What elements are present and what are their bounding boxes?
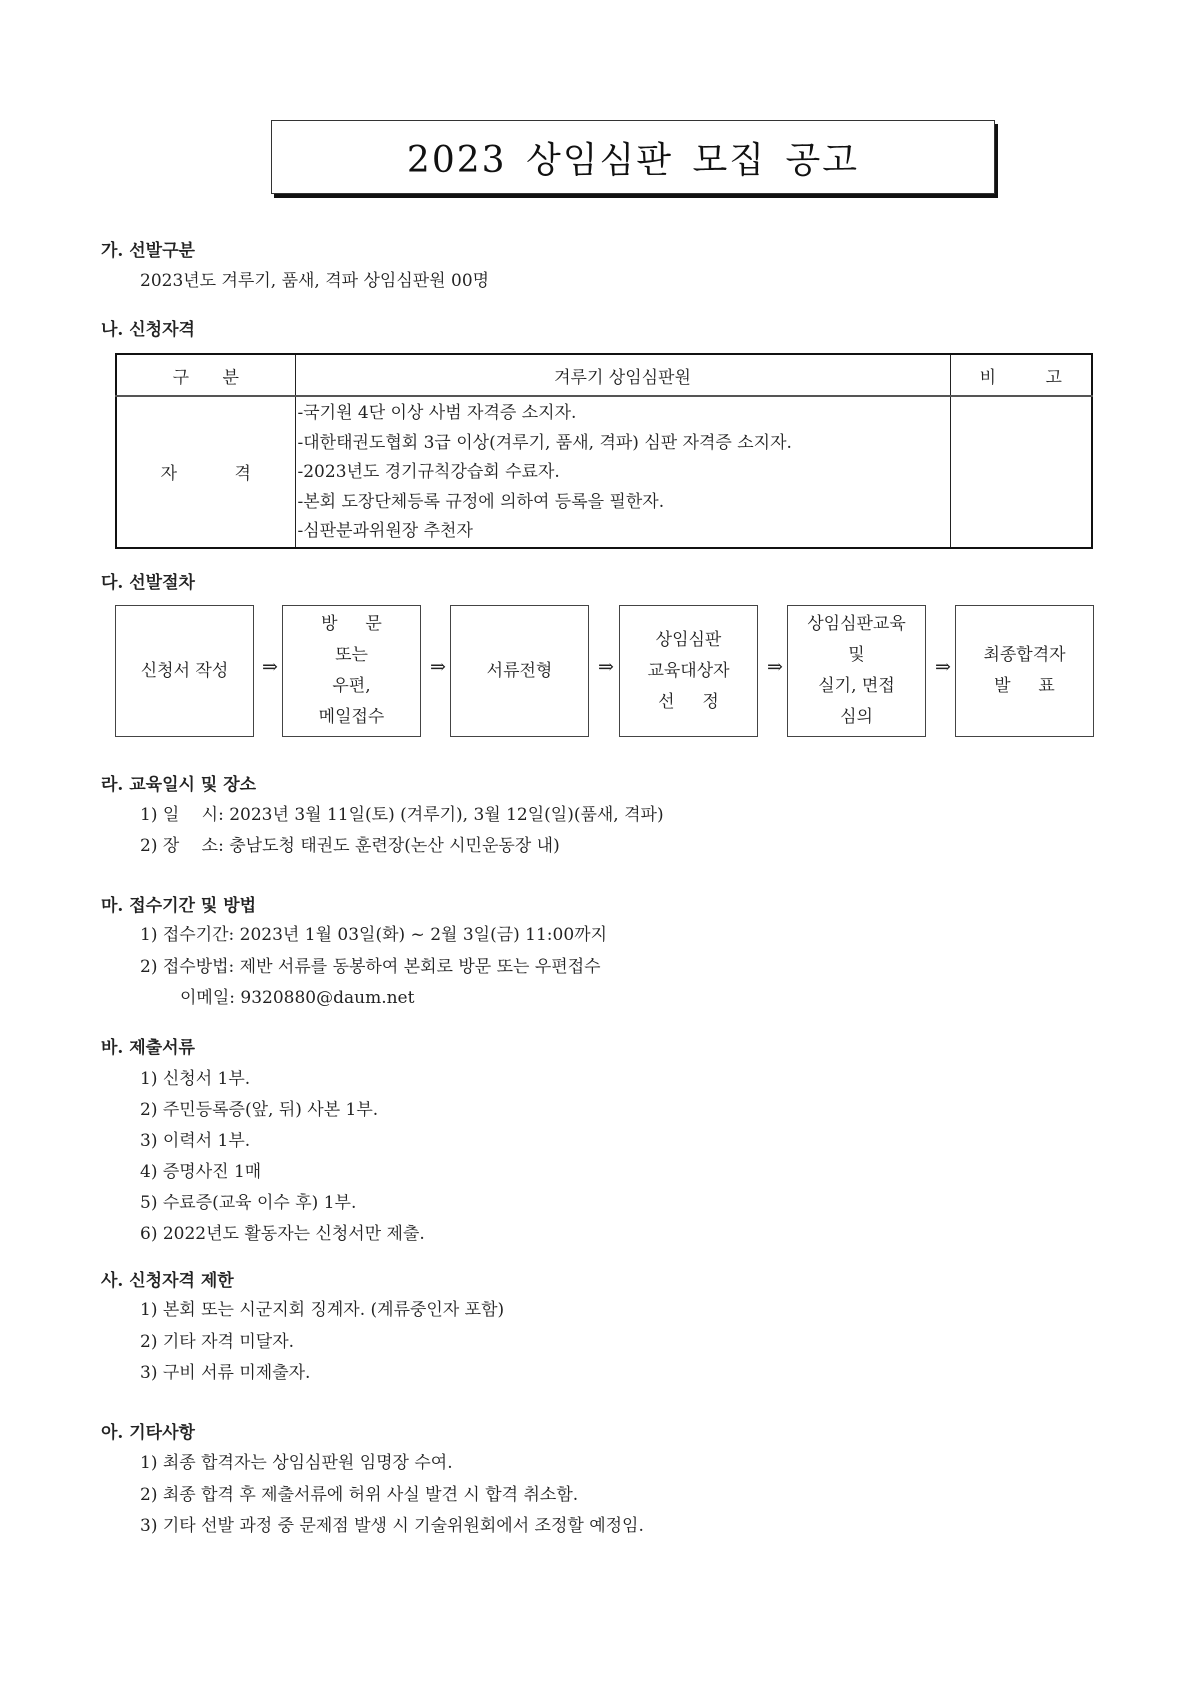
flow-step-line: 방 문 [321,614,382,634]
email-line: 이메일: 9320880@daum.net [180,988,415,1008]
arrow-icon: ⇒ [262,656,278,678]
list-item: 4) 증명사진 1매 [140,1162,262,1182]
flow-step-document-screening [450,605,589,737]
header-gubun-label: 구 분 [172,367,253,388]
flow-step-trainee-selection [619,605,758,737]
section-heading-da: 다. 선발절차 [101,573,195,593]
list-item: 2) 주민등록증(앞, 뒤) 사본 1부. [140,1100,379,1120]
header-position: 겨루기 상임심판원 [295,354,950,396]
page-title: 2023 상임심판 모집 공고 [406,139,860,181]
remark-cell [950,396,1092,548]
arrow-icon: ⇒ [598,656,614,678]
flow-step-line: 최종합격자 [983,645,1066,665]
list-item: 1) 일 시: 2023년 3월 11일(토) (겨루기), 3월 12일(일)(품새, 격파) [140,805,664,825]
list-item: 3) 기타 선발 과정 중 문제점 발생 시 기술위원회에서 조정할 예정임. [140,1516,644,1536]
flow-step-application [115,605,254,737]
section-heading-ga: 가. 선발구분 [101,241,195,261]
qualification-item: -2023년도 경기규칙강습회 수료자. [297,462,560,482]
flow-step-line: 실기, 면접 [818,676,895,696]
title-box [271,120,995,194]
qualification-item: -본회 도장단체등록 규정에 의하여 등록을 필한자. [297,491,665,512]
list-item: 6) 2022년도 활동자는 신청서만 제출. [140,1224,425,1244]
header-remark [950,354,1092,396]
table-row [116,396,1092,548]
section-ga-body: 2023년도 겨루기, 품새, 격파 상임심판원 00명 [140,271,490,291]
header-gubun [116,354,295,396]
qualification-table [115,353,1093,549]
list-item: 2) 기타 자격 미달자. [140,1332,295,1352]
section-heading-na: 나. 신청자격 [101,320,195,340]
flow-step-final-announcement [955,605,1094,737]
qualification-items [295,396,950,548]
flow-step-line: 선 정 [658,691,719,712]
flow-step-line: 교육대상자 [647,660,730,681]
qualification-item: -국기원 4단 이상 사범 자격증 소지자. [297,403,577,423]
header-remark-label: 비 고 [979,367,1084,388]
section-heading-sa: 사. 신청자격 제한 [101,1271,234,1291]
arrow-icon: ⇒ [935,656,951,678]
list-item: 3) 이력서 1부. [140,1131,251,1151]
list-item: 1) 본회 또는 시군지회 징계자. (계류중인자 포함) [140,1300,505,1320]
section-heading-ra: 라. 교육일시 및 장소 [101,775,257,795]
flow-step-line: 발 표 [994,676,1055,696]
flow-step-line: 상임심판교육 [807,614,906,634]
flow-step-line: 신청서 작성 [140,660,229,681]
flow-step-submission [282,605,421,737]
flow-step-line: 또는 [335,645,368,665]
list-item: 1) 최종 합격자는 상임심판원 임명장 수여. [140,1453,453,1473]
flow-step-line: 심의 [840,707,873,727]
list-item: 2) 최종 합격 후 제출서류에 허위 사실 발견 시 합격 취소함. [140,1485,579,1505]
flow-step-line: 서류전형 [486,660,553,681]
flow-step-line: 및 [848,645,865,665]
arrow-icon: ⇒ [430,656,446,678]
arrow-icon: ⇒ [767,656,783,678]
table-header-row [116,354,1092,396]
section-heading-ba: 바. 제출서류 [101,1038,195,1058]
list-item: 1) 접수기간: 2023년 1월 03일(화) ~ 2월 3일(금) 11:00까지 [140,925,607,945]
flow-step-line: 우편, [332,676,371,696]
qualification-item: -심판분과위원장 추천자 [297,521,473,541]
list-item: 5) 수료증(교육 이수 후) 1부. [140,1193,357,1213]
row-label-qualification: 자 격 [116,396,295,548]
list-item: 3) 구비 서류 미제출자. [140,1363,311,1383]
list-item: 2) 장 소: 충남도청 태권도 훈련장(논산 시민운동장 내) [140,836,560,856]
section-heading-a: 아. 기타사항 [101,1423,195,1443]
section-heading-ma: 마. 접수기간 및 방법 [101,896,257,916]
flow-step-line: 상임심판 [655,629,722,650]
qualification-item: -대한태권도협회 3급 이상(겨루기, 품새, 격파) 심판 자격증 소지자. [297,432,792,453]
list-item: 2) 접수방법: 제반 서류를 동봉하여 본회로 방문 또는 우편접수 [140,957,601,977]
flow-step-line: 메일접수 [318,707,385,727]
list-item: 1) 신청서 1부. [140,1069,251,1089]
flow-step-training-interview [787,605,926,737]
